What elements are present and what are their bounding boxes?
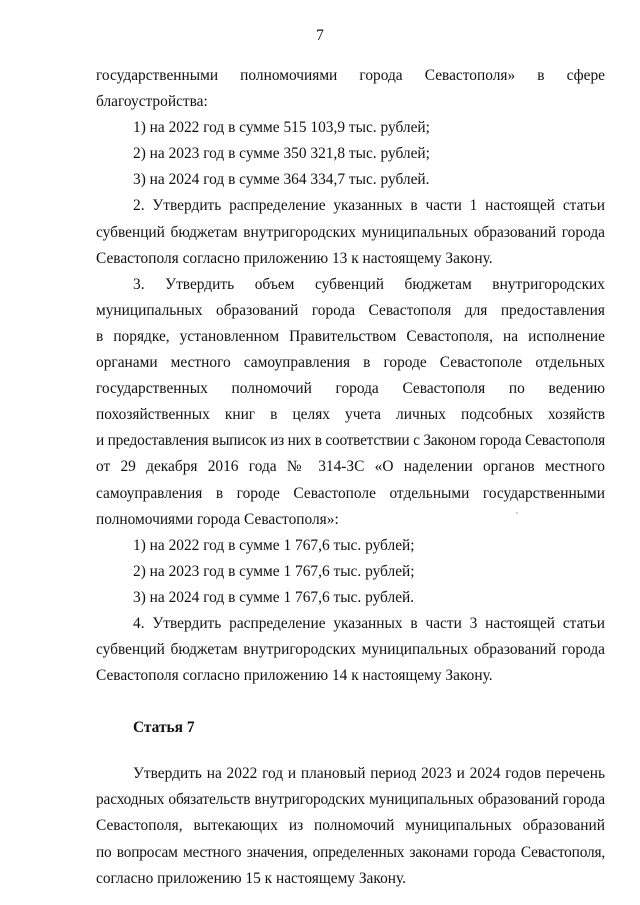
- text-line: 2. Утвердить распределение указанных в части 1 настоящей статьи: [133, 197, 605, 215]
- text-line: согласно приложению 15 к настоящему Закону.: [96, 869, 407, 887]
- text-line: муниципальных образований города Севастополя для предоставления: [96, 301, 605, 319]
- text-line: от 29 декабря 2016 года № 314-ЗС «О наделении органов местного: [96, 458, 605, 476]
- paragraph-part-4: [96, 611, 605, 689]
- text-line: в порядке, установленном Правительством Севастополя, на исполнение: [96, 327, 605, 345]
- text-line: благоустройства:: [96, 93, 208, 111]
- text-line: Утвердить на 2022 год и плановый период 2023 и 2024 годов перечень: [133, 765, 605, 783]
- list-items-part-3: [96, 533, 605, 611]
- paragraph-continuation: [96, 63, 605, 115]
- list-item: 2) на 2023 год в сумме 350 321,8 тыс. рублей;: [133, 145, 430, 163]
- text-line: Севастополя согласно приложению 13 к настоящему Закону.: [96, 249, 493, 267]
- paragraph-part-2: [96, 193, 605, 271]
- text-line: государственными полномочиями города Севастополя» в сфере: [96, 67, 605, 84]
- text-line: органами местного самоуправления в городе Севастополе отдельных: [96, 354, 605, 372]
- article-heading: Статья 7: [133, 719, 195, 737]
- list-item: 3) на 2024 год в сумме 364 334,7 тыс. рублей.: [133, 171, 430, 189]
- article-7-text: [96, 761, 605, 891]
- text-line: похозяйственных книг в целях учета личных подсобных хозяйств: [96, 406, 605, 424]
- text-line: субвенций бюджетам внутригородских муниципальных образований города: [96, 223, 605, 241]
- text-line: 3. Утвердить объем субвенций бюджетам внутригородских: [133, 275, 605, 293]
- list-item: 3) на 2024 год в сумме 1 767,6 тыс. рублей.: [133, 588, 415, 606]
- list-item: 1) на 2022 год в сумме 1 767,6 тыс. рублей;: [133, 536, 415, 554]
- text-line: самоуправления в городе Севастополе отдельными государственными: [96, 484, 605, 502]
- text-line: 4. Утвердить распределение указанных в части 3 настоящей статьи: [133, 614, 605, 632]
- text-line: государственных полномочий города Севастополя по ведению: [96, 380, 605, 398]
- document-body: [96, 63, 605, 892]
- text-line: и предоставления выписок из них в соответствии с Законом города Севастополя: [96, 432, 605, 450]
- list-items-part-1: [96, 115, 605, 193]
- text-line: полномочиями города Севастополя»:: [96, 510, 339, 528]
- paragraph-part-3: [96, 272, 605, 533]
- list-item: 1) на 2022 год в сумме 515 103,9 тыс. рублей;: [133, 119, 430, 137]
- text-line: по вопросам местного значения, определенных законами города Севастополя,: [96, 843, 605, 861]
- list-item: 2) на 2023 год в сумме 1 767,6 тыс. рублей;: [133, 562, 415, 580]
- text-line: Севастополя согласно приложению 14 к настоящему Закону.: [96, 667, 493, 685]
- text-line: Севастополя, вытекающих из полномочий муниципальных образований: [96, 817, 605, 835]
- text-line: субвенций бюджетам внутригородских муниципальных образований города: [96, 641, 605, 659]
- scan-speck: [516, 512, 518, 514]
- text-line: расходных обязательств внутригородских муниципальных образований города: [96, 791, 605, 809]
- page-number: 7: [316, 27, 324, 44]
